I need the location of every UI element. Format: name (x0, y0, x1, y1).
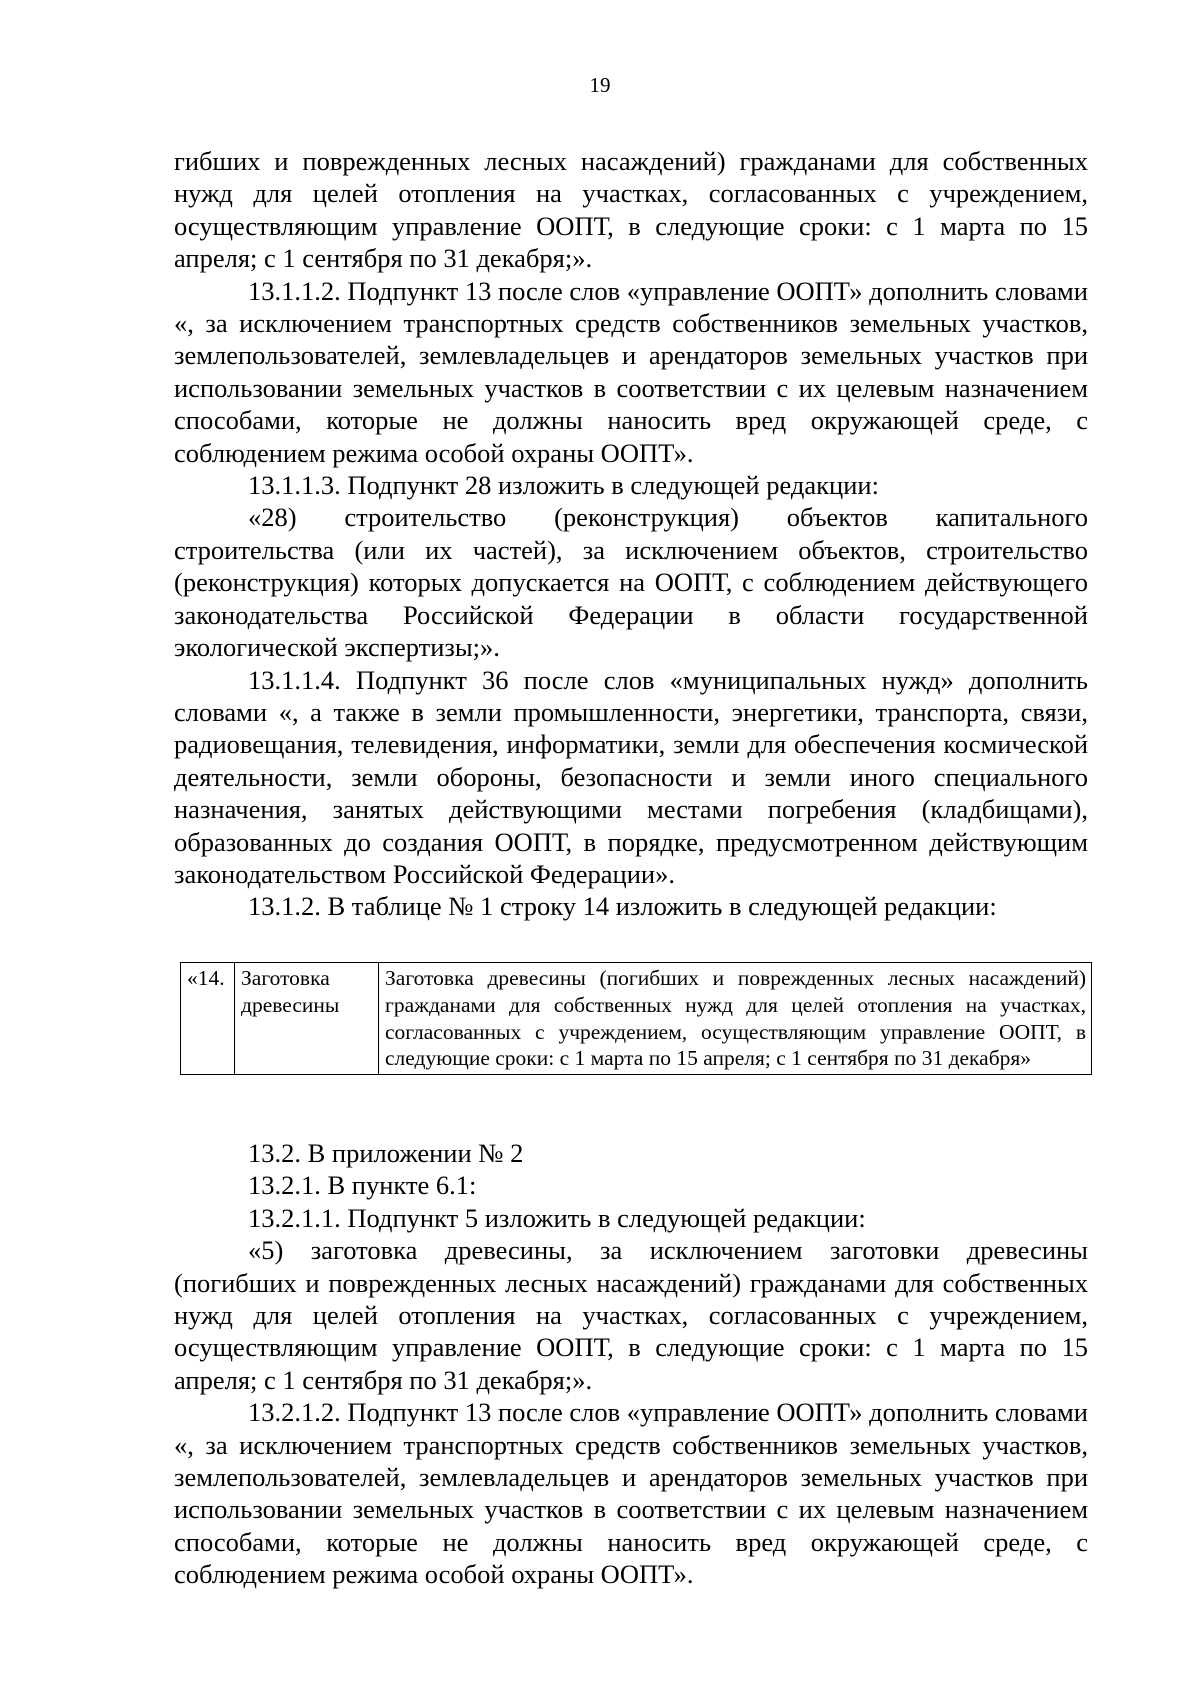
top-text-block (174, 145, 1088, 923)
amendment-table-wrap (180, 962, 1092, 1075)
paragraph: 13.1.2. В таблице № 1 строку 14 изложить в следующей редакции: (248, 891, 997, 922)
paragraph: 13.2. В приложении № 2 (248, 1138, 524, 1168)
paragraph: «28) строительство (реконструкция) объектов капитального строительства (или их частей), за исключением объектов, строительство (реконструкция) которых допускается на ООПТ, с соблюдением действующего законодательства Российской Федерации в области государственной экологической экспертизы;». (174, 502, 1088, 663)
paragraph: 13.1.1.2. Подпункт 13 после слов «управление ООПТ» дополнить словами «, за исключением транспортных средств собственников земельных участков, землепользователей, землевладельцев и арендаторов земельных участков при использовании земельных участков в соответствии с их целевым назначением способами, которые не должны наносить вред окружающей среде, с соблюдением режима особой охраны ООПТ». (174, 275, 1088, 468)
row-number-cell: «14. (181, 963, 235, 1075)
bottom-text-block (174, 1137, 1088, 1591)
page-number: 19 (589, 73, 611, 97)
paragraph: «5) заготовка древесины, за исключением заготовки древесины (погибших и поврежденных лесных насаждений) гражданами для собственных нужд для целей отопления на участках, согласованных с учреждением, осуществляющим управление ООПТ, в следующие сроки: с 1 марта по 15 апреля; с 1 сентября по 31 декабря;». (174, 1235, 1088, 1395)
paragraph: 13.2.1.1. Подпункт 5 изложить в следующей редакции: (248, 1202, 866, 1233)
paragraph: 13.1.1.4. Подпункт 36 после слов «муниципальных нужд» дополнить словами «, а также в земли промышленности, энергетики, транспорта, связи, радиовещания, телевидения, информатики, земли для обеспечения космической деятельности, земли обороны, безопасности и земли иного специального назначения, занятых действующими местами погребения (кладбищами), образованных до создания ООПТ, в порядке, предусмотренном действующим законодательством Российской Федерации». (174, 664, 1088, 889)
row-name-cell: Заготовка древесины (235, 963, 379, 1075)
paragraph: гибших и поврежденных лесных насаждений) гражданами для собственных нужд для целей отопления на участках, согласованных с учреждением, осуществляющим управление ООПТ, в следующие сроки: с 1 марта по 15 апреля; с 1 сентября по 31 декабря;». (174, 146, 1088, 274)
row-description-cell: Заготовка древесины (погибших и поврежденных лесных насаждений) гражданами для собственных нужд для целей отопления на участках, согласованных с учреждением, осуществляющим управление ООПТ, в следующие сроки: с 1 марта по 15 апреля; с 1 сентября по 31 декабря» (379, 963, 1092, 1075)
table-row (181, 963, 1092, 1075)
amendment-table-body (181, 963, 1092, 1075)
amendment-table (180, 962, 1092, 1075)
paragraph: 13.1.1.3. Подпункт 28 изложить в следующей редакции: (248, 470, 879, 501)
paragraph: 13.2.1. В пункте 6.1: (248, 1170, 477, 1201)
paragraph: 13.2.1.2. Подпункт 13 после слов «управление ООПТ» дополнить словами «, за исключением транспортных средств собственников земельных участков, землепользователей, землевладельцев и арендаторов земельных участков при использовании земельных участков в соответствии с их целевым назначением способами, которые не должны наносить вред окружающей среде, с соблюдением режима особой охраны ООПТ». (174, 1397, 1088, 1590)
